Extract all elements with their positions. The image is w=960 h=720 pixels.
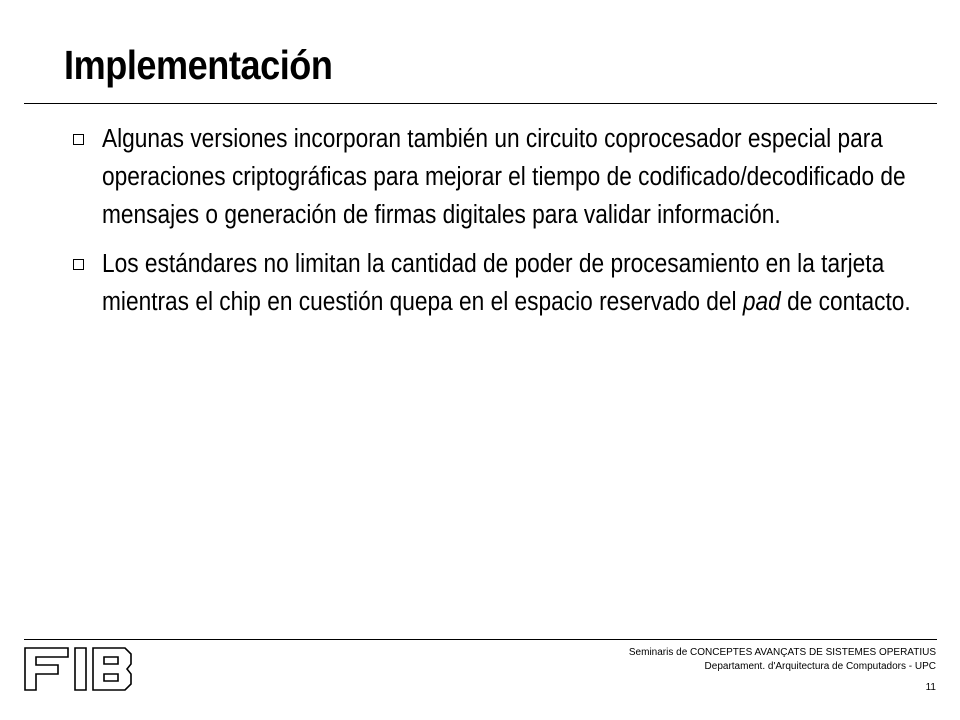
square-bullet-icon xyxy=(73,134,84,145)
slide-number: 11 xyxy=(925,682,936,693)
bullet-text: Algunas versiones incorporan también un circuito coprocesador especial para operaciones criptográficas para mejorar el tiempo de codificado/decodificado de mensajes o generación de firmas digitales para validar información. xyxy=(102,125,906,229)
bullet-text xyxy=(102,245,934,321)
title-divider xyxy=(24,103,937,104)
bullet-list xyxy=(66,120,960,332)
bullet-text-after: de contacto. xyxy=(780,288,911,316)
bullet-text-emphasis: pad xyxy=(742,288,781,316)
bullet-text-before: Los estándares no limitan la cantidad de poder de procesamiento en la tarjeta mientras el chip en cuestión quepa en el espacio reservado del xyxy=(102,250,885,316)
bullet-item xyxy=(66,245,960,321)
footer-seminar-title: Seminaris de CONCEPTES AVANÇATS DE SISTEMES OPERATIUS xyxy=(628,647,936,658)
square-bullet-icon xyxy=(73,259,84,270)
bullet-item xyxy=(66,120,960,234)
slide-title: Implementación xyxy=(64,42,333,88)
footer-divider xyxy=(24,639,937,640)
fib-logo xyxy=(24,647,132,691)
footer-department: Departament. d'Arquitectura de Computadors - UPC xyxy=(704,661,936,672)
